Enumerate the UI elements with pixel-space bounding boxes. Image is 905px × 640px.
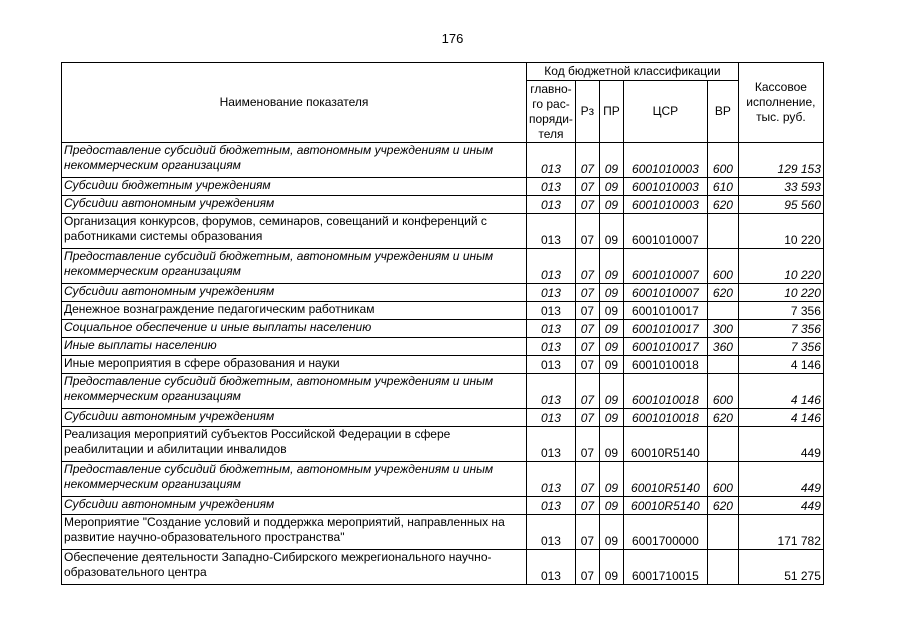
cell-csr: 6001010007 [623, 249, 707, 284]
cell-csr: 6001010017 [623, 338, 707, 356]
table-row [62, 196, 824, 214]
table-row [62, 374, 824, 409]
cell-amount: 4 146 [738, 356, 823, 374]
cell-pr: 09 [599, 196, 623, 214]
cell-rz: 07 [575, 356, 599, 374]
cell-rz: 07 [575, 462, 599, 497]
cell-name: Предоставление субсидий бюджетным, автономным учреждениям и иным некоммерческим организациям [62, 462, 527, 497]
cell-rz: 07 [575, 143, 599, 178]
cell-csr: 6001010003 [623, 178, 707, 196]
header-name: Наименование показателя [62, 63, 527, 143]
cell-admin: 013 [527, 196, 576, 214]
cell-admin: 013 [527, 284, 576, 302]
cell-csr: 6001710015 [623, 550, 707, 585]
cell-amount: 449 [738, 497, 823, 515]
cell-name: Денежное вознаграждение педагогическим работникам [62, 302, 527, 320]
cell-amount: 51 275 [738, 550, 823, 585]
cell-rz: 07 [575, 409, 599, 427]
cell-admin: 013 [527, 178, 576, 196]
cell-name: Предоставление субсидий бюджетным, автономным учреждениям и иным некоммерческим организациям [62, 143, 527, 178]
header-csr: ЦСР [623, 81, 707, 143]
cell-amount: 129 153 [738, 143, 823, 178]
cell-rz: 07 [575, 249, 599, 284]
table-row [62, 143, 824, 178]
cell-name: Иные мероприятия в сфере образования и науки [62, 356, 527, 374]
header-admin: главно-го рас-поряди-теля [527, 81, 576, 143]
cell-csr: 60010R5140 [623, 462, 707, 497]
cell-pr: 09 [599, 550, 623, 585]
cell-amount: 449 [738, 427, 823, 462]
cell-amount: 449 [738, 462, 823, 497]
cell-amount: 171 782 [738, 515, 823, 550]
table-row [62, 462, 824, 497]
cell-pr: 09 [599, 356, 623, 374]
cell-pr: 09 [599, 515, 623, 550]
cell-csr: 6001010003 [623, 196, 707, 214]
cell-admin: 013 [527, 320, 576, 338]
cell-pr: 09 [599, 178, 623, 196]
cell-name: Социальное обеспечение и иные выплаты населению [62, 320, 527, 338]
table-row [62, 302, 824, 320]
cell-rz: 07 [575, 196, 599, 214]
header-rz: Рз [575, 81, 599, 143]
table-row [62, 427, 824, 462]
cell-admin: 013 [527, 249, 576, 284]
cell-amount: 33 593 [738, 178, 823, 196]
cell-csr: 60010R5140 [623, 427, 707, 462]
cell-vr: 600 [707, 143, 738, 178]
cell-amount: 7 356 [738, 320, 823, 338]
header-vr: ВР [707, 81, 738, 143]
cell-pr: 09 [599, 462, 623, 497]
page-number: 176 [441, 31, 464, 46]
cell-vr [707, 356, 738, 374]
cell-rz: 07 [575, 302, 599, 320]
table-row [62, 284, 824, 302]
cell-rz: 07 [575, 374, 599, 409]
cell-vr [707, 214, 738, 249]
cell-vr: 620 [707, 284, 738, 302]
cell-admin: 013 [527, 427, 576, 462]
cell-name: Субсидии автономным учреждениям [62, 497, 527, 515]
header-pr: ПР [599, 81, 623, 143]
cell-name: Иные выплаты населению [62, 338, 527, 356]
cell-pr: 09 [599, 374, 623, 409]
cell-pr: 09 [599, 284, 623, 302]
cell-admin: 013 [527, 515, 576, 550]
table-body [62, 143, 824, 585]
cell-pr: 09 [599, 249, 623, 284]
table-row [62, 249, 824, 284]
cell-name: Субсидии бюджетным учреждениям [62, 178, 527, 196]
table-row [62, 497, 824, 515]
cell-rz: 07 [575, 320, 599, 338]
cell-pr: 09 [599, 497, 623, 515]
cell-rz: 07 [575, 497, 599, 515]
cell-name: Мероприятие "Создание условий и поддержка мероприятий, направленных на развитие научно-образовательного пространства" [62, 515, 527, 550]
cell-vr: 360 [707, 338, 738, 356]
cell-admin: 013 [527, 374, 576, 409]
cell-csr: 6001010018 [623, 356, 707, 374]
cell-amount: 7 356 [738, 302, 823, 320]
cell-csr: 6001010007 [623, 214, 707, 249]
cell-amount: 4 146 [738, 409, 823, 427]
cell-name: Субсидии автономным учреждениям [62, 284, 527, 302]
cell-vr: 600 [707, 249, 738, 284]
cell-name: Обеспечение деятельности Западно-Сибирского межрегионального научно-образовательного центра [62, 550, 527, 585]
cell-admin: 013 [527, 338, 576, 356]
cell-pr: 09 [599, 427, 623, 462]
table-row [62, 356, 824, 374]
table-row [62, 214, 824, 249]
cell-name: Организация конкурсов, форумов, семинаров, совещаний и конференций с работниками системы образования [62, 214, 527, 249]
cell-csr: 6001010018 [623, 374, 707, 409]
cell-rz: 07 [575, 214, 599, 249]
cell-rz: 07 [575, 284, 599, 302]
cell-amount: 95 560 [738, 196, 823, 214]
cell-csr: 60010R5140 [623, 497, 707, 515]
cell-vr: 620 [707, 409, 738, 427]
cell-csr: 6001010007 [623, 284, 707, 302]
cell-name: Реализация мероприятий субъектов Российской Федерации в сфере реабилитации и абилитации инвалидов [62, 427, 527, 462]
cell-amount: 4 146 [738, 374, 823, 409]
cell-csr: 6001700000 [623, 515, 707, 550]
cell-pr: 09 [599, 302, 623, 320]
cell-pr: 09 [599, 320, 623, 338]
cell-admin: 013 [527, 497, 576, 515]
table-row [62, 338, 824, 356]
cell-name: Субсидии автономным учреждениям [62, 409, 527, 427]
cell-admin: 013 [527, 462, 576, 497]
cell-amount: 7 356 [738, 338, 823, 356]
cell-pr: 09 [599, 214, 623, 249]
cell-vr: 600 [707, 374, 738, 409]
cell-admin: 013 [527, 409, 576, 427]
cell-name: Предоставление субсидий бюджетным, автономным учреждениям и иным некоммерческим организациям [62, 249, 527, 284]
cell-admin: 013 [527, 214, 576, 249]
cell-rz: 07 [575, 427, 599, 462]
cell-vr: 610 [707, 178, 738, 196]
cell-csr: 6001010018 [623, 409, 707, 427]
table-row [62, 515, 824, 550]
cell-pr: 09 [599, 338, 623, 356]
cell-admin: 013 [527, 356, 576, 374]
cell-vr [707, 515, 738, 550]
cell-vr: 600 [707, 462, 738, 497]
cell-amount: 10 220 [738, 249, 823, 284]
cell-rz: 07 [575, 338, 599, 356]
table-row [62, 409, 824, 427]
cell-csr: 6001010003 [623, 143, 707, 178]
cell-vr [707, 302, 738, 320]
header-code-group: Код бюджетной классификации [527, 63, 739, 81]
cell-vr: 300 [707, 320, 738, 338]
cell-rz: 07 [575, 515, 599, 550]
cell-admin: 013 [527, 143, 576, 178]
cell-amount: 10 220 [738, 284, 823, 302]
table-row [62, 320, 824, 338]
cell-csr: 6001010017 [623, 320, 707, 338]
cell-vr: 620 [707, 497, 738, 515]
cell-name: Предоставление субсидий бюджетным, автономным учреждениям и иным некоммерческим организациям [62, 374, 527, 409]
cell-rz: 07 [575, 178, 599, 196]
cell-admin: 013 [527, 302, 576, 320]
cell-amount: 10 220 [738, 214, 823, 249]
header-amount: Кассовое исполнение, тыс. руб. [738, 63, 823, 143]
cell-vr [707, 550, 738, 585]
cell-vr: 620 [707, 196, 738, 214]
table-row [62, 550, 824, 585]
cell-rz: 07 [575, 550, 599, 585]
cell-name: Субсидии автономным учреждениям [62, 196, 527, 214]
table-row [62, 178, 824, 196]
cell-pr: 09 [599, 409, 623, 427]
budget-table [61, 62, 824, 585]
cell-pr: 09 [599, 143, 623, 178]
cell-vr [707, 427, 738, 462]
cell-csr: 6001010017 [623, 302, 707, 320]
cell-admin: 013 [527, 550, 576, 585]
